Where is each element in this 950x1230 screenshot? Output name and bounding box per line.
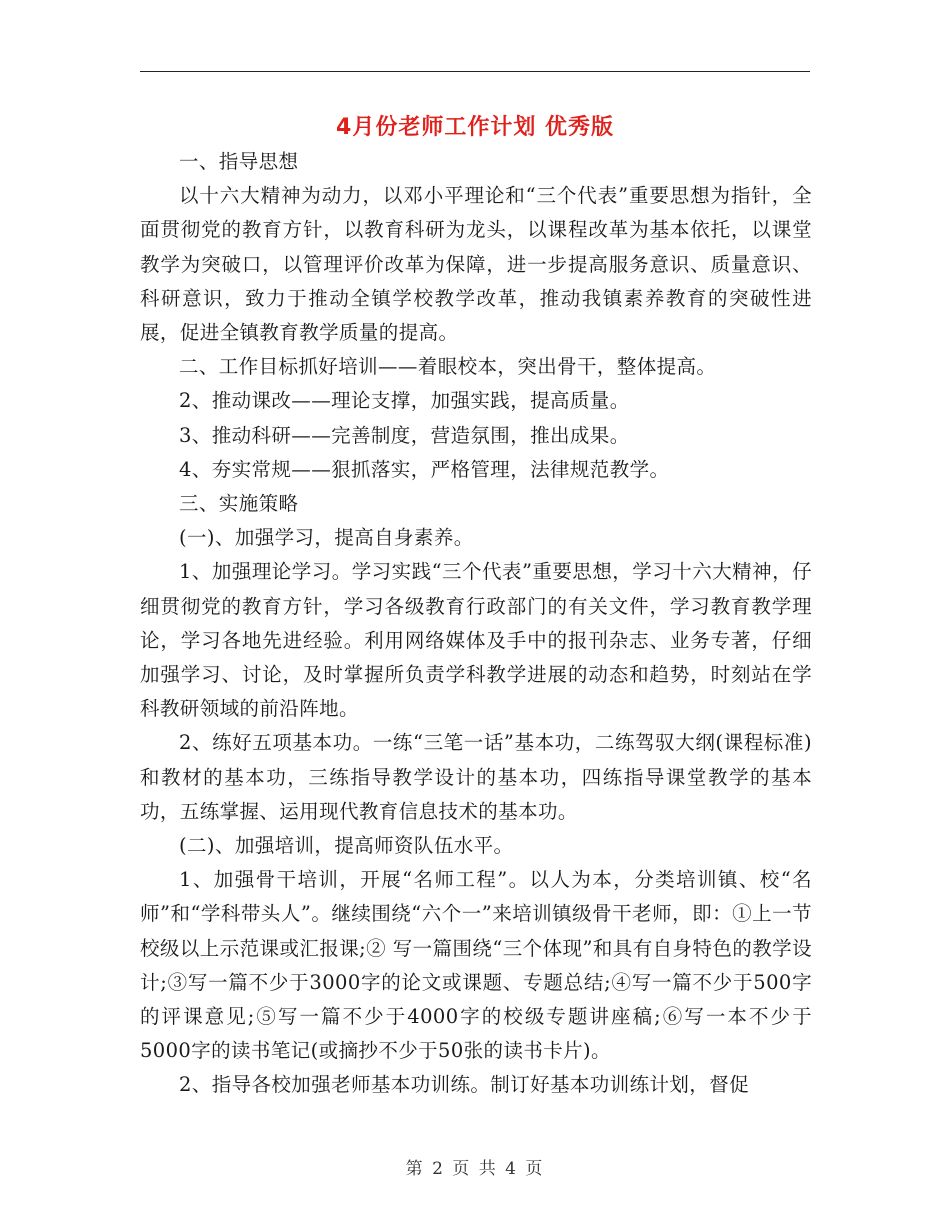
paragraph: 一、指导思想: [179, 150, 299, 173]
document-title: 4月份老师工作计划 优秀版: [336, 115, 614, 140]
paragraph: 三、实施策略: [179, 492, 299, 516]
paragraph: 2、推动课改——理论支撑，加强实践，提高质量。: [179, 389, 630, 413]
paragraph: 1、加强理论学习。学习实践“三个代表”重要思想，学习十六大精神，仔细贯彻党的教育方针，学习各级教育行政部门的有关文件，学习教育教学理论，学习各地先进经验。利用网络媒体及手中的报刊杂志、业务专著，仔细加强学习、讨论，及时掌握所负责学科教学进展的动态和趋势，时刻站在学科教研领域的前沿阵地。: [140, 560, 812, 721]
document-body: [140, 145, 812, 1103]
paragraph: 2、练好五项基本功。一练“三笔一话”基本功，二练驾驭大纲(课程标准)和教材的基本功，三练指导教学设计的基本功，四练指导课堂教学的基本功，五练掌握、运用现代教育信息技术的基本功。: [140, 731, 812, 823]
paragraph: 2、指导各校加强老师基本功训练。制订好基本功训练计划，督促: [179, 1073, 750, 1097]
paragraph: 3、推动科研——完善制度，营造氛围，推出成果。: [179, 423, 630, 447]
page-footer: 第 2 页 共 4 页: [405, 1159, 545, 1179]
paragraph: 二、工作目标抓好培训——着眼校本，突出骨干，整体提高。: [179, 355, 717, 379]
header-rule: [140, 71, 810, 72]
paragraph: 4、夯实常规——狠抓落实，严格管理，法律规范教学。: [179, 457, 670, 481]
paragraph: 以十六大精神为动力，以邓小平理论和“三个代表”重要思想为指针，全面贯彻党的教育方针，以教育科研为龙头，以课程改革为基本依托，以课堂教学为突破口，以管理评价改革为保障，进一步提高服务意识、质量意识、科研意识，致力于推动全镇学校教学改革，推动我镇素养教育的突破性进展，促进全镇教育教学质量的提高。: [140, 184, 812, 345]
paragraph: (二)、加强培训，提高师资队伍水平。: [179, 834, 514, 858]
paragraph: (一)、加强学习，提高自身素养。: [179, 526, 474, 550]
paragraph: 1、加强骨干培训，开展“名师工程”。以人为本，分类培训镇、校“名师”和“学科带头人”。继续围绕“六个一”来培训镇级骨干老师，即：①上一节校级以上示范课或汇报课;② 写一篇围绕“三个体现”和具有自身特色的教学设计;③写一篇不少于3000字的论文或课题、专题总结;④写一篇不少于500字的评课意见;⑤写一篇不少于4000字的校级专题讲座稿;⑥写一本不少于5000字的读书笔记(或摘抄不少于50张的读书卡片)。: [140, 868, 812, 1063]
